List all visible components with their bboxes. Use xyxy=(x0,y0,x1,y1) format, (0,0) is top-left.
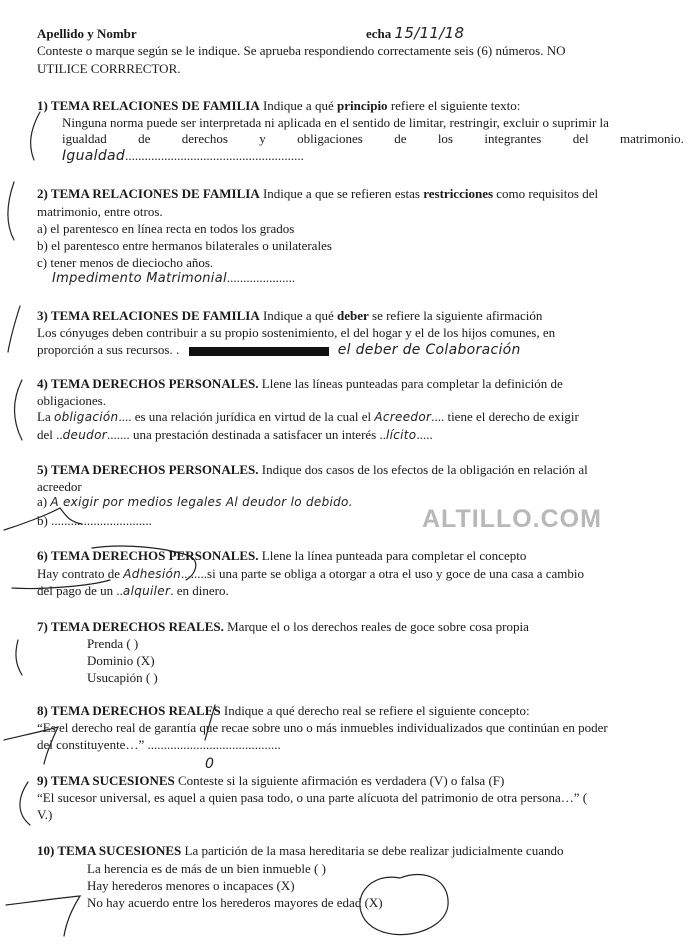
q4-answer-obligacion: obligación xyxy=(53,410,119,424)
date-label: echa xyxy=(366,26,392,41)
q7-option-usucapion: Usucapión ( ) xyxy=(87,670,158,685)
q1-text-1: Ninguna norma puede ser interpretada ni aplicada en el sentido de limitar, restringir, excluir o suprimir la xyxy=(62,115,609,130)
q1-text-2 xyxy=(62,131,684,146)
q5-answer-b: b) ............................... xyxy=(37,513,152,528)
q2-answer-row xyxy=(52,270,295,286)
q2-heading xyxy=(37,186,598,201)
q6-line-1 xyxy=(37,566,584,582)
q4-answer-acreedor: Acreedor xyxy=(374,410,432,424)
q6-line-2 xyxy=(37,583,229,599)
q8-heading xyxy=(37,703,530,718)
q5-answer-a-row xyxy=(37,494,353,510)
q2-prompt-2: matrimonio, entre otros. xyxy=(37,204,163,219)
q5-title: 5) TEMA DERECHOS PERSONALES. xyxy=(37,462,259,477)
q7-heading xyxy=(37,619,529,634)
q3-title: 3) TEMA RELACIONES DE FAMILIA xyxy=(37,308,260,323)
q1-word: de xyxy=(138,131,151,146)
q1-word: del xyxy=(572,131,589,146)
q3-prompt-b: se refiere la siguiente afirmación xyxy=(372,308,543,323)
q4-prompt-2: obligaciones. xyxy=(37,393,106,408)
q10-prompt: La partición de la masa hereditaria se debe realizar judicialmente cuando xyxy=(184,843,564,858)
q1-title: 1) TEMA RELACIONES DE FAMILIA xyxy=(37,98,260,113)
q8-text-2: del constituyente…” ......................................... xyxy=(37,737,281,752)
q6-answer-adhesion: Adhesión xyxy=(123,567,182,581)
q6-title: 6) TEMA DERECHOS PERSONALES. xyxy=(37,548,259,563)
q10-option-3: No hay acuerdo entre los herederos mayores de edad (X) xyxy=(87,895,383,910)
q1-answer-row xyxy=(62,148,304,164)
q2-margin-mark xyxy=(8,182,14,240)
q7-title: 7) TEMA DERECHOS REALES. xyxy=(37,619,224,634)
q2-prompt-a: Indique a que se refieren estas xyxy=(262,186,420,201)
q2-option-b: b) el parentesco entre hermanos bilaterales o unilaterales xyxy=(37,238,332,253)
q3-text-2-row xyxy=(37,342,521,358)
q6-prompt: Llene la línea punteada para completar el concepto xyxy=(261,548,527,563)
q2-answer: Impedimento Matrimonial xyxy=(52,271,227,286)
instructions-line-1: Conteste o marque según se le indique. Se aprueba respondiendo correctamente seis (6) números. NO xyxy=(37,43,566,58)
q3-prompt-a: Indique a qué xyxy=(262,308,334,323)
q4-answer-deudor: deudor xyxy=(62,428,107,442)
q5-answer-a: A exigir por medios legales Al deudor lo debido. xyxy=(50,495,353,509)
q2-prompt-b: como requisitos del xyxy=(496,186,599,201)
q9-text-1: “El sucesor universal, es aquel a quien pasa todo, o una parte alícuota del patrimonio de otra persona…” ( xyxy=(37,790,588,805)
q3-text-2: proporción a sus recursos. . xyxy=(37,342,180,357)
q1-word: y xyxy=(259,131,266,146)
q1-word: integrantes xyxy=(484,131,542,146)
header-name-row xyxy=(37,26,137,41)
q6-l1-text-b: ........si una parte se obliga a otorgar a otra el uso y goce de una casa a cambio xyxy=(181,566,585,581)
date-value: 15/11/18 xyxy=(394,24,465,42)
q4-l1-text-a: La xyxy=(37,409,51,424)
q10-heading xyxy=(37,843,563,858)
q4-l2-text-b: ....... una prestación destinada a satisfacer un interés .. xyxy=(106,427,386,442)
q2-option-c: c) tener menos de dieciocho años. xyxy=(37,255,214,270)
q4-l1-text-b: .... es una relación jurídica en virtud de la cual el xyxy=(118,409,372,424)
q3-prompt-bold: deber xyxy=(336,308,369,323)
q2-prompt-bold: restricciones xyxy=(423,186,494,201)
q4-prompt: Llene las líneas punteadas para completar la definición de xyxy=(261,376,563,391)
q8-text-1: “Es el derecho real de garantía que recae sobre uno o más inmuebles individualizados que continúan en poder xyxy=(37,720,608,735)
q9-prompt: Conteste si la siguiente afirmación es verdadera (V) o falsa (F) xyxy=(178,773,505,788)
q4-l2-text-a: del .. xyxy=(37,427,63,442)
q9-margin-mark xyxy=(20,782,30,825)
q6-l1-text-a: Hay contrato de xyxy=(37,566,121,581)
q9-text-2: V.) xyxy=(37,807,53,822)
q4-line-1 xyxy=(37,409,579,425)
q1-prompt-a: Indique a qué xyxy=(262,98,334,113)
q1-heading xyxy=(37,98,520,113)
q9-title: 9) TEMA SUCESIONES xyxy=(37,773,175,788)
q10-option-1: La herencia es de más de un bien inmueble ( ) xyxy=(87,861,326,876)
header-date-row xyxy=(366,26,464,41)
q3-heading xyxy=(37,308,542,323)
q1-word: de xyxy=(394,131,407,146)
q10-option-2: Hay herederos menores o incapaces (X) xyxy=(87,878,295,893)
q4-margin-mark xyxy=(15,380,23,440)
q8-title: 8) TEMA DERECHOS REALES xyxy=(37,703,221,718)
q7-option-dominio: Dominio (X) xyxy=(87,653,155,668)
q6-l2-text-a: del pago de un .. xyxy=(37,583,123,598)
q1-margin-mark xyxy=(31,112,40,160)
name-label: Apellido y Nombr xyxy=(37,26,137,41)
q4-line-2 xyxy=(37,427,433,443)
q6-heading xyxy=(37,548,526,563)
q3-margin-mark xyxy=(8,306,20,352)
altillo-watermark: ALTILLO.COM xyxy=(422,505,602,533)
q1-word: obligaciones xyxy=(297,131,363,146)
q1-word: igualdad xyxy=(62,131,107,146)
q6-l2-text-b: . en dinero. xyxy=(170,583,229,598)
q9-heading xyxy=(37,773,504,788)
q1-prompt-b: refiere el siguiente texto: xyxy=(390,98,521,113)
q4-heading xyxy=(37,376,563,391)
q5-a-label: a) xyxy=(37,494,48,509)
q5-prompt-2: acreedor xyxy=(37,479,82,494)
q7-prompt: Marque el o los derechos reales de goce sobre cosa propia xyxy=(227,619,529,634)
q6-answer-alquiler: alquiler xyxy=(122,584,171,598)
q4-l1-text-c: .... tiene el derecho de exigir xyxy=(431,409,579,424)
q7-option-prenda: Prenda ( ) xyxy=(87,636,139,651)
q2-answer-dots: ..................... xyxy=(226,270,296,285)
q8-prompt: Indique a qué derecho real se refiere el siguiente concepto: xyxy=(223,703,530,718)
q3-scribble-redaction xyxy=(189,347,329,356)
q1-word: los xyxy=(437,131,453,146)
q2-title: 2) TEMA RELACIONES DE FAMILIA xyxy=(37,186,260,201)
q4-l2-text-c: ..... xyxy=(416,427,433,442)
q1-word: matrimonio. xyxy=(619,131,684,146)
q2-option-a: a) el parentesco en línea recta en todos los grados xyxy=(37,221,295,236)
q8-score-mark: 0 xyxy=(205,756,215,772)
q3-answer: el deber de Colaboración xyxy=(337,342,521,358)
q4-answer-licito: lícito xyxy=(386,428,417,442)
q5-heading xyxy=(37,462,588,477)
q1-prompt-bold: principio xyxy=(336,98,388,113)
q1-word: derechos xyxy=(181,131,228,146)
q4-title: 4) TEMA DERECHOS PERSONALES. xyxy=(37,376,259,391)
q5-prompt: Indique dos casos de los efectos de la obligación en relación al xyxy=(261,462,588,477)
q3-text-1: Los cónyuges deben contribuir a su propio sostenimiento, el del hogar y el de los hijos comunes, en xyxy=(37,325,556,340)
q10-title: 10) TEMA SUCESIONES xyxy=(37,843,182,858)
q1-answer-dots: ....................................................... xyxy=(125,148,304,163)
q10-tick-mark xyxy=(6,896,80,936)
instructions-line-2: UTILICE CORRRECTOR. xyxy=(37,61,181,76)
q1-answer: Igualdad xyxy=(62,148,126,164)
q7-margin-mark xyxy=(16,640,22,675)
